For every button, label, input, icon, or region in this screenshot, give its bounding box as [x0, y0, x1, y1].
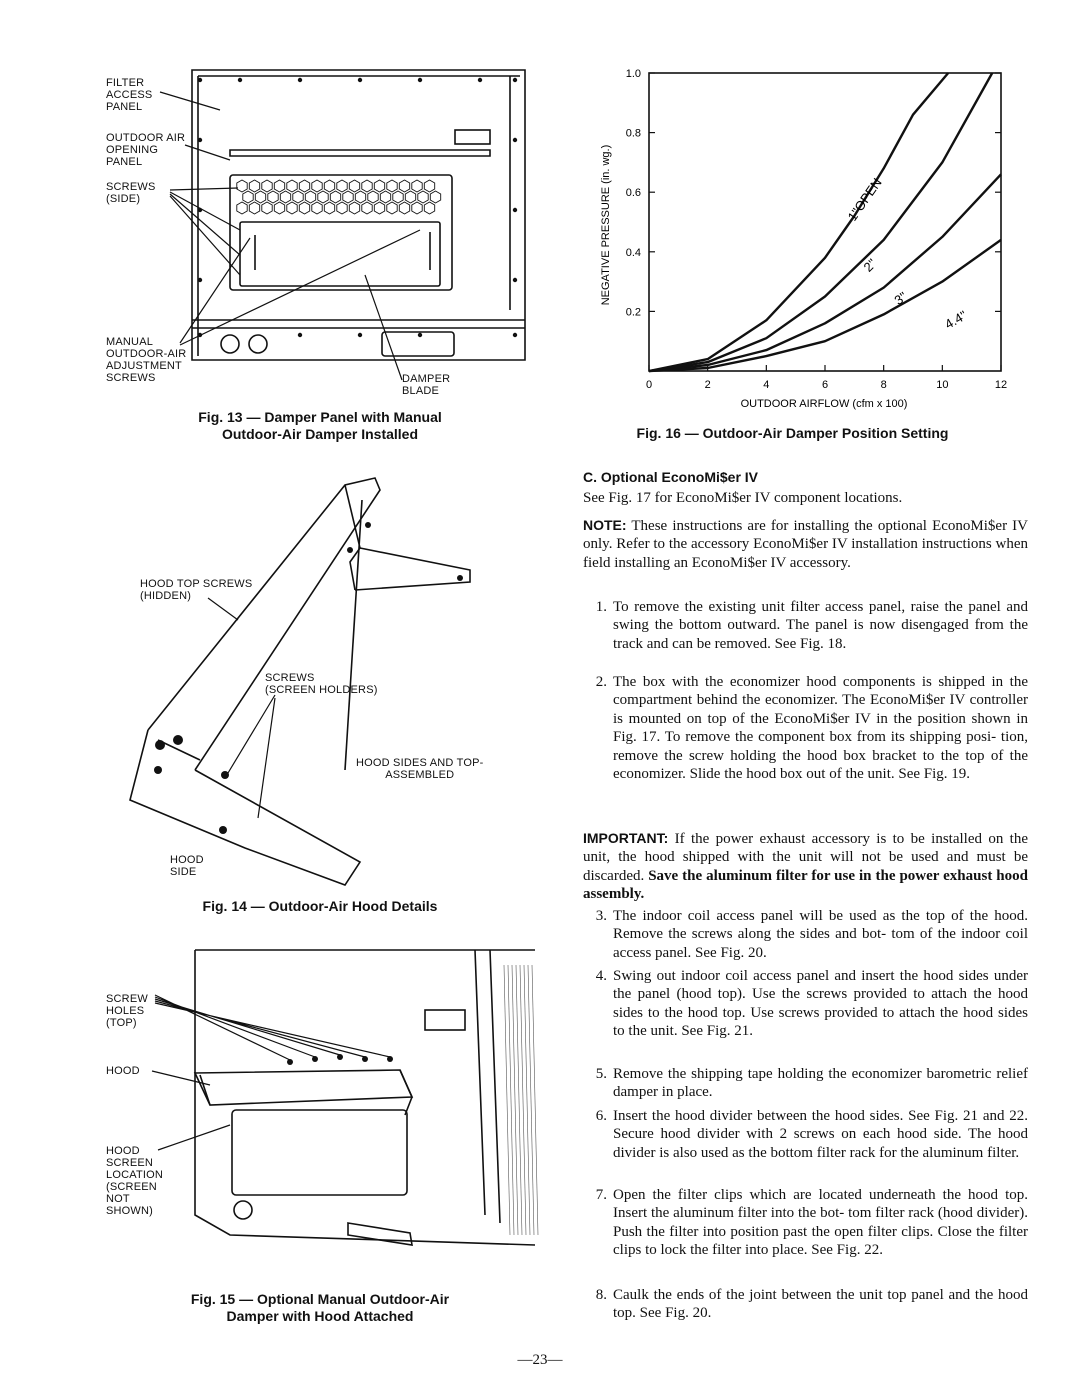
step-number: 2.: [595, 674, 607, 690]
screw-dot: [358, 78, 362, 82]
step-item: [583, 1065, 1028, 1102]
screen-cell: [287, 202, 297, 214]
y-tick-label: 0.6: [625, 187, 641, 200]
step-text: Swing out indoor coil access panel and insert the hood sides under the panel (hood top). Use the screws provided to attach the hood sides to the hood top. Use screws provided to attach the hood sides to the unit. See Fig. 21.: [613, 968, 1028, 1040]
screen-cell: [424, 202, 434, 214]
screen-cell: [387, 202, 397, 214]
screen-cell: [374, 180, 384, 192]
screen-cell: [399, 202, 409, 214]
x-tick-label: 8: [880, 379, 887, 391]
hood-sides-top-label: HOOD SIDES AND TOP- ASSEMBLED: [356, 757, 484, 781]
screw-dot: [513, 78, 517, 82]
fig16-chart: [565, 55, 1025, 415]
screen-cell: [337, 202, 347, 214]
screen-cell: [355, 191, 365, 203]
screw-dot: [418, 78, 422, 82]
screen-cell: [237, 202, 247, 214]
screws-screen-holders-label: SCREWS (SCREEN HOLDERS): [265, 672, 378, 696]
screen-cell: [430, 191, 440, 203]
screen-cell: [249, 202, 259, 214]
hood-label: HOOD: [106, 1065, 140, 1077]
fig15-drawing: [100, 945, 540, 1290]
series-label-3: 4.4": [942, 307, 970, 332]
screen-cell: [262, 180, 272, 192]
step-number: 1.: [595, 599, 607, 615]
screen-cell: [374, 202, 384, 214]
screen-cell: [243, 191, 253, 203]
x-tick-label: 4: [763, 379, 770, 391]
step-item: [583, 1186, 1028, 1278]
outdoor-air-opening-panel-label: OUTDOOR AIR OPENING PANEL: [106, 132, 186, 168]
step-text: Caulk the ends of the joint between the unit top panel and the hood top. See Fig. 20.: [613, 1287, 1028, 1322]
screen-cell: [249, 180, 259, 192]
screen-cell: [405, 191, 415, 203]
fig15-caption-line1: Fig. 15 — Optional Manual Outdoor-Air: [190, 1291, 450, 1307]
screen-cell: [324, 180, 334, 192]
fig13-figure: [100, 60, 540, 405]
screen-cell: [393, 191, 403, 203]
screen-cell: [274, 202, 284, 214]
screen-cell: [412, 180, 422, 192]
step-number: 6.: [595, 1108, 607, 1124]
fig15-figure: [100, 945, 540, 1290]
screen-cell: [362, 202, 372, 214]
important-text: If the power exhaust accessory is to be installed on the unit, the hood shipped with the unit will not be used and must be discarded.: [583, 831, 1028, 884]
step-number: 3.: [595, 908, 607, 924]
screen-cell: [399, 180, 409, 192]
screw-dot: [298, 78, 302, 82]
screen-cell: [312, 180, 322, 192]
screen-cell: [237, 180, 247, 192]
x-tick-label: 10: [936, 379, 949, 391]
step-item: [583, 1107, 1028, 1181]
page-number: —23—: [517, 1352, 563, 1368]
fig14-caption: Fig. 14 — Outdoor-Air Hood Details: [202, 898, 438, 914]
chart-x-axis-label: OUTDOOR AIRFLOW (cfm x 100): [740, 398, 908, 410]
fig15-caption-line2: Damper with Hood Attached: [226, 1308, 414, 1324]
screw-dot: [513, 278, 517, 282]
screen-cell: [424, 180, 434, 192]
screw-dot: [198, 138, 202, 142]
screen-cell: [299, 180, 309, 192]
screw-holes-label: SCREW HOLES (TOP): [106, 993, 148, 1029]
step-text: The indoor coil access panel will be used as the top of the hood. Remove the screws along the sides and bot- tom of the indoor coil access panel. See Fig. 20.: [613, 908, 1028, 961]
screen-cell: [330, 191, 340, 203]
screw-dot: [198, 278, 202, 282]
screen-cell: [380, 191, 390, 203]
screen-cell: [349, 202, 359, 214]
screen-cell: [312, 202, 322, 214]
step-text: To remove the existing unit filter access panel, raise the panel and swing the bottom outward. The panel is now disengaged from the track and can be removed. See Fig. 18.: [613, 599, 1028, 652]
screen-cell: [287, 180, 297, 192]
filter-access-panel-label: FILTER ACCESS PANEL: [106, 77, 153, 113]
section-intro: See Fig. 17 for EconoMi$er IV component locations.: [583, 490, 903, 506]
screen-cell: [387, 180, 397, 192]
screen-cell: [324, 202, 334, 214]
hood-screen-location-label: HOOD SCREEN LOCATION (SCREEN NOT SHOWN): [106, 1145, 164, 1217]
screen-cell: [274, 180, 284, 192]
step-number: 8.: [595, 1287, 607, 1303]
screen-cell: [262, 202, 272, 214]
screen-cell: [299, 202, 309, 214]
screw-dot: [358, 333, 362, 337]
screen-cell: [362, 180, 372, 192]
screen-cell: [412, 202, 422, 214]
series-label-2: 3": [891, 288, 910, 308]
screw-dot: [418, 333, 422, 337]
hood-top-screws-label: HOOD TOP SCREWS (HIDDEN): [140, 578, 253, 602]
step-text: Open the filter clips which are located underneath the hood top. Insert the aluminum filter into the bot- tom filter rack (hood divider). Push the filter into position past the open filter clips. Close the filter clips to lock the filter into place. See Fig. 22.: [613, 1187, 1028, 1259]
y-tick-label: 0.8: [625, 127, 641, 140]
note-paragraph: [583, 516, 1028, 572]
note-label: NOTE:: [583, 517, 627, 533]
fig13-caption-line2: Outdoor-Air Damper Installed: [221, 426, 419, 442]
screw-dot: [513, 208, 517, 212]
y-tick-label: 1.0: [625, 68, 641, 80]
step-item: [583, 1286, 1028, 1323]
step-number: 4.: [595, 968, 607, 984]
y-tick-label: 0.2: [625, 306, 641, 319]
series-label-1: 2": [860, 255, 880, 275]
x-tick-label: 6: [821, 379, 829, 391]
screws-side-label: SCREWS (SIDE): [106, 181, 156, 205]
screen-cell: [305, 191, 315, 203]
screw-dot: [513, 333, 517, 337]
important-label: IMPORTANT:: [583, 830, 669, 846]
screen-cell: [255, 191, 265, 203]
screen-cell: [318, 191, 328, 203]
screen-cell: [280, 191, 290, 203]
series-label-0: 1"OPEN: [844, 175, 885, 224]
step-item: [583, 598, 1028, 672]
x-tick-label: 0: [645, 379, 653, 391]
screen-cell: [368, 191, 378, 203]
manual-adjustment-screws-label: MANUAL OUTDOOR-AIR ADJUSTMENT SCREWS: [106, 336, 187, 384]
hood-side-label: HOOD SIDE: [170, 854, 204, 878]
screw-dot: [478, 78, 482, 82]
screen-cell: [418, 191, 428, 203]
screw-dot: [238, 78, 242, 82]
screen-cell: [343, 191, 353, 203]
damper-blade-label: DAMPER BLADE: [402, 373, 451, 397]
screw-dot: [513, 138, 517, 142]
fig14-figure: [100, 470, 540, 890]
x-tick-label: 12: [994, 379, 1008, 391]
screen-cell: [268, 191, 278, 203]
x-tick-label: 2: [704, 379, 711, 391]
screw-dot: [298, 333, 302, 337]
note-text: These instructions are for installing the optional EconoMi$er IV only. Refer to the accessory EconoMi$er IV installation instructions when field installing an EconoMi$er IV accessory.: [583, 518, 1028, 571]
y-tick-label: 0.4: [625, 246, 641, 259]
step-text: Remove the shipping tape holding the economizer barometric relief damper in place.: [613, 1066, 1028, 1101]
series-line-0: [649, 73, 948, 371]
step-item: [583, 673, 1028, 820]
step-number: 5.: [595, 1066, 607, 1082]
step-text: The box with the economizer hood components is shipped in the compartment behind the economizer. The EconoMi$er IV controller is mounted on top of the EconoMi$er IV in the position shown in Fig. 17. To remove the component box from its shipping posi- tion, remove the screw holding the hood box bracket to the top of the economizer. Slide the hood box out of the unit. See Fig. 19.: [613, 674, 1028, 783]
screen-cell: [349, 180, 359, 192]
series-line-3: [649, 240, 1001, 371]
screen-cell: [293, 191, 303, 203]
step-text: Insert the hood divider between the hood sides. See Fig. 21 and 22. Secure hood divider with 2 screws on each hood side. The hood divider is also used as the bottom filter rack for the aluminum filter.: [613, 1108, 1028, 1161]
step-item: [583, 967, 1028, 1059]
important-paragraph: [583, 829, 1028, 904]
section-heading: C. Optional EconoMi$er IV: [583, 469, 759, 485]
chart-y-axis-label: NEGATIVE PRESSURE (in. wg.): [600, 144, 612, 306]
step-number: 7.: [595, 1187, 607, 1203]
important-bold-text: Save the aluminum filter for use in the power exhaust hood assembly.: [583, 867, 1028, 903]
screw-dot: [198, 78, 202, 82]
screen-cell: [337, 180, 347, 192]
fig16-caption: Fig. 16 — Outdoor-Air Damper Position Setting: [636, 425, 949, 441]
fig13-caption-line1: Fig. 13 — Damper Panel with Manual: [198, 409, 442, 425]
step-item: [583, 907, 1028, 962]
